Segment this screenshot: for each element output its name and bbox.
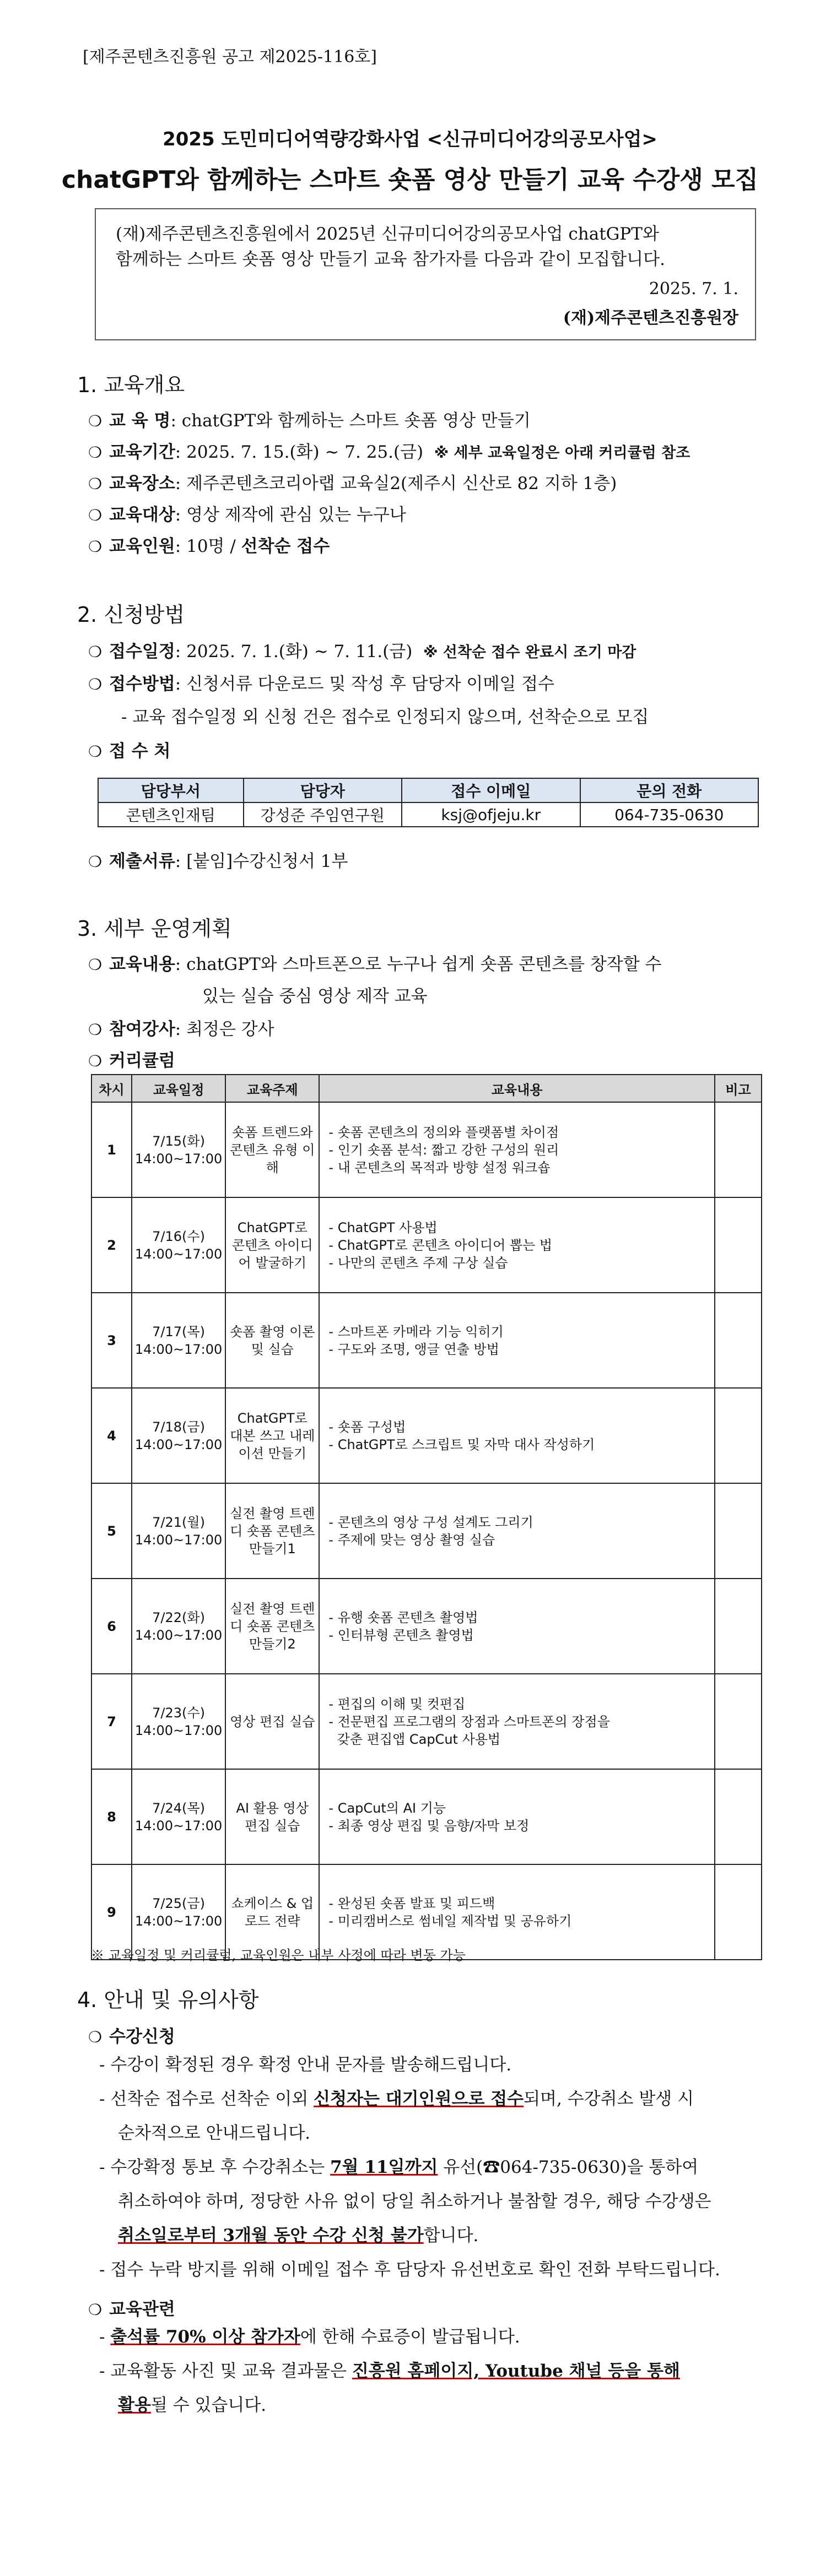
session-description xyxy=(319,1769,714,1864)
intro-date: 2025. 7. 1. xyxy=(649,279,738,299)
session-description-line: - 완성된 숏폼 발표 및 피드백 xyxy=(328,1895,495,1911)
curriculum-row xyxy=(91,1579,762,1674)
session-time: 14:00~17:00 xyxy=(134,1818,223,1834)
overview-item: ❍ 교육기간: 2025. 7. 15.(화) ~ 7. 25.(금) ※ 세부 교육일정은 아래 커리큘럼 참조 xyxy=(88,442,690,462)
curriculum-header-row xyxy=(91,1075,762,1102)
curriculum-row xyxy=(91,1769,762,1864)
note-line: 취소하여야 하며, 정당한 사유 없이 당일 취소하거나 불참할 경우, 해당 수강생은 xyxy=(118,2192,711,2211)
session-date xyxy=(132,1674,225,1769)
session-topic: AI 활용 영상 편집 실습 xyxy=(225,1769,319,1864)
intro-text xyxy=(116,221,722,272)
intro-line-2: 함께하는 스마트 숏폼 영상 만들기 교육 참가자를 다음과 같이 모집합니다. xyxy=(116,250,665,269)
note-line: 순차적으로 안내드립니다. xyxy=(118,2123,311,2143)
session-date: 7/23(수) xyxy=(152,1705,205,1721)
curriculum-header: 차시 xyxy=(91,1075,132,1102)
session-topic: ChatGPT로 콘텐츠 아이디어 발굴하기 xyxy=(225,1197,319,1293)
curriculum-header: 교육내용 xyxy=(319,1075,714,1102)
curriculum-table xyxy=(91,1074,762,1960)
page-title: chatGPT와 함께하는 스마트 숏폼 영상 만들기 교육 수강생 모집 xyxy=(61,166,759,194)
curriculum-row xyxy=(91,1197,762,1293)
session-date xyxy=(132,1102,225,1197)
notice-number: [제주콘텐츠진흥원 공고 제2025-116호] xyxy=(83,47,377,67)
intro-org: (재)제주콘텐츠진흥원장 xyxy=(563,308,738,328)
circle-bullet-icon: ❍ xyxy=(88,2028,102,2046)
session-date: 7/24(목) xyxy=(152,1800,205,1816)
session-number: 8 xyxy=(91,1769,132,1864)
session-description-line: - ChatGPT 사용법 xyxy=(328,1219,438,1235)
circle-bullet-icon: ❍ xyxy=(88,1021,102,1039)
intro-line-1: (재)제주콘텐츠진흥원에서 2025년 신규미디어강의공모사업 chatGPT와 xyxy=(116,224,659,244)
session-date: 7/16(수) xyxy=(152,1228,205,1244)
session-description-line: - ChatGPT로 스크립트 및 자막 대사 작성하기 xyxy=(328,1436,595,1452)
session-time: 14:00~17:00 xyxy=(134,1722,223,1738)
circle-bullet-icon: ❍ xyxy=(88,1052,102,1070)
session-description-line: - 구도와 조명, 앵글 연출 방법 xyxy=(328,1341,499,1357)
session-topic: 쇼케이스 & 업로드 전략 xyxy=(225,1864,319,1960)
session-remark xyxy=(715,1579,762,1674)
session-description xyxy=(319,1293,714,1388)
session-topic: 실전 촬영 트렌디 숏폼 콘텐츠 만들기2 xyxy=(225,1579,319,1674)
session-remark xyxy=(715,1674,762,1769)
session-number: 2 xyxy=(91,1197,132,1293)
note-line: - 출석률 70% 이상 참가자에 한해 수료증이 발급됩니다. xyxy=(99,2327,520,2347)
plan-content: ❍ 교육내용: chatGPT와 스마트폰으로 누구나 쉽게 숏폼 콘텐츠를 창작할 수 xyxy=(88,955,662,974)
section-heading-apply: 2. 신청방법 xyxy=(77,603,185,627)
session-description-line: - 숏폼 구성법 xyxy=(328,1419,406,1435)
session-date xyxy=(132,1197,225,1293)
curriculum-header: 교육일정 xyxy=(132,1075,225,1102)
session-description-line: - 최종 영상 편집 및 음향/자막 보정 xyxy=(328,1818,530,1834)
session-time: 14:00~17:00 xyxy=(134,1246,223,1262)
circle-bullet-icon: ❍ xyxy=(88,538,102,556)
contact-header-row xyxy=(98,778,758,802)
session-number: 1 xyxy=(91,1102,132,1197)
session-description-line: 갖춘 편집앱 CapCut 사용법 xyxy=(328,1731,501,1747)
session-number: 5 xyxy=(91,1483,132,1579)
apply-method-note: - 교육 접수일정 외 신청 건은 접수로 인정되지 않으며, 선착순으로 모집 xyxy=(121,707,649,727)
plan-curriculum-label: ❍ 커리큘럼 xyxy=(88,1051,175,1071)
session-date xyxy=(132,1483,225,1579)
overview-item: ❍ 교육대상: 영상 제작에 관심 있는 누구나 xyxy=(88,505,406,525)
curriculum-row xyxy=(91,1293,762,1388)
curriculum-row xyxy=(91,1388,762,1483)
session-topic: 영상 편집 실습 xyxy=(225,1674,319,1769)
session-time: 14:00~17:00 xyxy=(134,1151,223,1167)
session-date: 7/25(금) xyxy=(152,1895,205,1911)
session-remark xyxy=(715,1388,762,1483)
contact-cell: 콘텐츠인재팀 xyxy=(98,802,244,827)
session-remark xyxy=(715,1197,762,1293)
section-heading-plan: 3. 세부 운영계획 xyxy=(77,916,232,941)
session-date: 7/21(월) xyxy=(152,1514,205,1530)
contact-row xyxy=(98,802,758,827)
session-number: 6 xyxy=(91,1579,132,1674)
session-description xyxy=(319,1388,714,1483)
circle-bullet-icon: ❍ xyxy=(88,443,102,462)
note-line: - 접수 누락 방지를 위해 이메일 접수 후 담당자 유선번호로 확인 전화 부탁드립니다. xyxy=(99,2260,720,2280)
session-number: 7 xyxy=(91,1674,132,1769)
session-time: 14:00~17:00 xyxy=(134,1436,223,1452)
notes-registration xyxy=(99,2048,755,2287)
session-remark xyxy=(715,1293,762,1388)
session-number: 3 xyxy=(91,1293,132,1388)
plan-content-cont: 있는 실습 중심 영상 제작 교육 xyxy=(202,986,428,1006)
session-topic: 실전 촬영 트렌디 숏폼 콘텐츠 만들기1 xyxy=(225,1483,319,1579)
note-line: - 수강확정 통보 후 수강취소는 7월 11일까지 유선(☎064-735-0630)을 통하여 xyxy=(99,2157,699,2177)
contact-header: 담당자 xyxy=(244,778,402,802)
session-description-line: - 주제에 맞는 영상 촬영 실습 xyxy=(328,1532,495,1548)
session-topic: 숏폼 트렌드와 콘텐츠 유형 이해 xyxy=(225,1102,319,1197)
curriculum-row xyxy=(91,1674,762,1769)
session-description-line: - 전문편집 프로그램의 장점과 스마트폰의 장점을 xyxy=(328,1713,610,1729)
notes-education xyxy=(99,2320,755,2422)
session-description-line: - 인터뷰형 콘텐츠 촬영법 xyxy=(328,1627,474,1643)
session-description-line: - 편집의 이해 및 컷편집 xyxy=(328,1696,466,1712)
circle-bullet-icon: ❍ xyxy=(88,2301,102,2319)
program-title: 2025 도민미디어역량강화사업 <신규미디어강의공모사업> xyxy=(163,128,657,150)
section-heading-overview: 1. 교육개요 xyxy=(77,373,185,397)
session-remark xyxy=(715,1769,762,1864)
session-date xyxy=(132,1388,225,1483)
session-description xyxy=(319,1579,714,1674)
notes-sub-heading: ❍ 수강신청 xyxy=(88,2027,175,2047)
circle-bullet-icon: ❍ xyxy=(88,412,102,430)
note-line: 취소일로부터 3개월 동안 수강 신청 불가합니다. xyxy=(118,2226,479,2246)
curriculum-row xyxy=(91,1102,762,1197)
overview-item: ❍ 교육인원: 10명 / 선착순 접수 xyxy=(88,536,330,556)
session-time: 14:00~17:00 xyxy=(134,1913,223,1929)
session-date xyxy=(132,1293,225,1388)
session-date: 7/17(목) xyxy=(152,1324,205,1339)
notes-sub-heading: ❍ 교육관련 xyxy=(88,2300,175,2319)
session-description-line: - 스마트폰 카메라 기능 익히기 xyxy=(328,1324,504,1339)
session-description-line: - 유행 숏폼 콘텐츠 촬영법 xyxy=(328,1609,478,1625)
circle-bullet-icon: ❍ xyxy=(88,956,102,974)
session-description-line: - 미리캠버스로 썸네일 제작법 및 공유하기 xyxy=(328,1913,572,1929)
session-number: 4 xyxy=(91,1388,132,1483)
intro-box xyxy=(95,208,756,340)
circle-bullet-icon: ❍ xyxy=(88,475,102,493)
plan-instructor: ❍ 참여강사: 최정은 강사 xyxy=(88,1019,274,1039)
overview-item: ❍ 교 육 명: chatGPT와 함께하는 스마트 숏폼 영상 만들기 xyxy=(88,411,531,431)
circle-bullet-icon: ❍ xyxy=(88,853,102,871)
contact-email[interactable]: ksj@ofjeju.kr xyxy=(402,802,580,827)
apply-period: ❍ 접수일정: 2025. 7. 1.(화) ~ 7. 11.(금) ※ 선착순 접수 완료시 조기 마감 xyxy=(88,642,636,661)
session-date: 7/18(금) xyxy=(152,1419,205,1435)
contact-header: 접수 이메일 xyxy=(402,778,580,802)
session-time: 14:00~17:00 xyxy=(134,1341,223,1357)
contact-header: 문의 전화 xyxy=(580,778,758,802)
session-time: 14:00~17:00 xyxy=(134,1627,223,1643)
session-description xyxy=(319,1102,714,1197)
overview-item: ❍ 교육장소: 제주콘텐츠코리아랩 교육실2(제주시 신산로 82 지하 1층) xyxy=(88,474,617,493)
session-remark xyxy=(715,1864,762,1960)
session-description-line: - 나만의 콘텐츠 주제 구상 실습 xyxy=(328,1255,508,1271)
session-time: 14:00~17:00 xyxy=(134,1532,223,1548)
contact-phone: 064-735-0630 xyxy=(580,802,758,827)
session-description-line: - 콘텐츠의 영상 구성 설계도 그리기 xyxy=(328,1514,533,1530)
note-line: - 수강이 확정된 경우 확정 안내 문자를 발송해드립니다. xyxy=(99,2055,512,2075)
session-description-line: - 내 콘텐츠의 목적과 방향 설정 워크숍 xyxy=(328,1159,551,1175)
apply-contact-label: ❍ 접 수 처 xyxy=(88,741,171,761)
apply-method: ❍ 접수방법: 신청서류 다운로드 및 작성 후 담당자 이메일 접수 xyxy=(88,674,555,694)
contact-table xyxy=(98,778,759,827)
curriculum-row xyxy=(91,1483,762,1579)
session-topic: 숏폼 촬영 이론 및 실습 xyxy=(225,1293,319,1388)
session-description xyxy=(319,1674,714,1769)
curriculum-body xyxy=(91,1102,762,1960)
session-remark xyxy=(715,1483,762,1579)
session-date: 7/15(화) xyxy=(152,1133,205,1149)
session-description-line: - 숏폼 콘텐츠의 정의와 플랫폼별 차이점 xyxy=(328,1124,559,1140)
session-description xyxy=(319,1483,714,1579)
curriculum-header: 비고 xyxy=(715,1075,762,1102)
circle-bullet-icon: ❍ xyxy=(88,506,102,524)
circle-bullet-icon: ❍ xyxy=(88,643,102,661)
apply-docs: ❍ 제출서류: [붙임]수강신청서 1부 xyxy=(88,852,348,871)
note-line: - 선착순 접수로 선착순 이외 신청자는 대기인원으로 접수되며, 수강취소 발생 시 xyxy=(99,2089,694,2109)
contact-cell: 강성준 주임연구원 xyxy=(244,802,402,827)
session-description-line: - ChatGPT로 콘텐츠 아이디어 뽑는 법 xyxy=(328,1237,553,1253)
session-description xyxy=(319,1197,714,1293)
contact-header: 담당부서 xyxy=(98,778,244,802)
session-date xyxy=(132,1579,225,1674)
session-number: 9 xyxy=(91,1864,132,1960)
session-topic: ChatGPT로 대본 쓰고 내레이션 만들기 xyxy=(225,1388,319,1483)
session-description-line: - 인기 숏폼 분석: 짧고 강한 구성의 원리 xyxy=(328,1142,559,1158)
session-date: 7/22(화) xyxy=(152,1609,205,1625)
session-description-line: - CapCut의 AI 기능 xyxy=(328,1800,446,1816)
circle-bullet-icon: ❍ xyxy=(88,742,102,761)
session-date xyxy=(132,1769,225,1864)
session-remark xyxy=(715,1102,762,1197)
section-heading-notes: 4. 안내 및 유의사항 xyxy=(77,1988,259,2012)
curriculum-header: 교육주제 xyxy=(225,1075,319,1102)
circle-bullet-icon: ❍ xyxy=(88,675,102,693)
curriculum-note: ※ 교육일정 및 커리큘럼, 교육인원은 내부 사정에 따라 변동 가능 xyxy=(91,1948,466,1963)
note-line: 활용될 수 있습니다. xyxy=(118,2395,267,2415)
note-line: - 교육활동 사진 및 교육 결과물은 진흥원 홈페이지, Youtube 채널 등을 통해 xyxy=(99,2361,680,2381)
